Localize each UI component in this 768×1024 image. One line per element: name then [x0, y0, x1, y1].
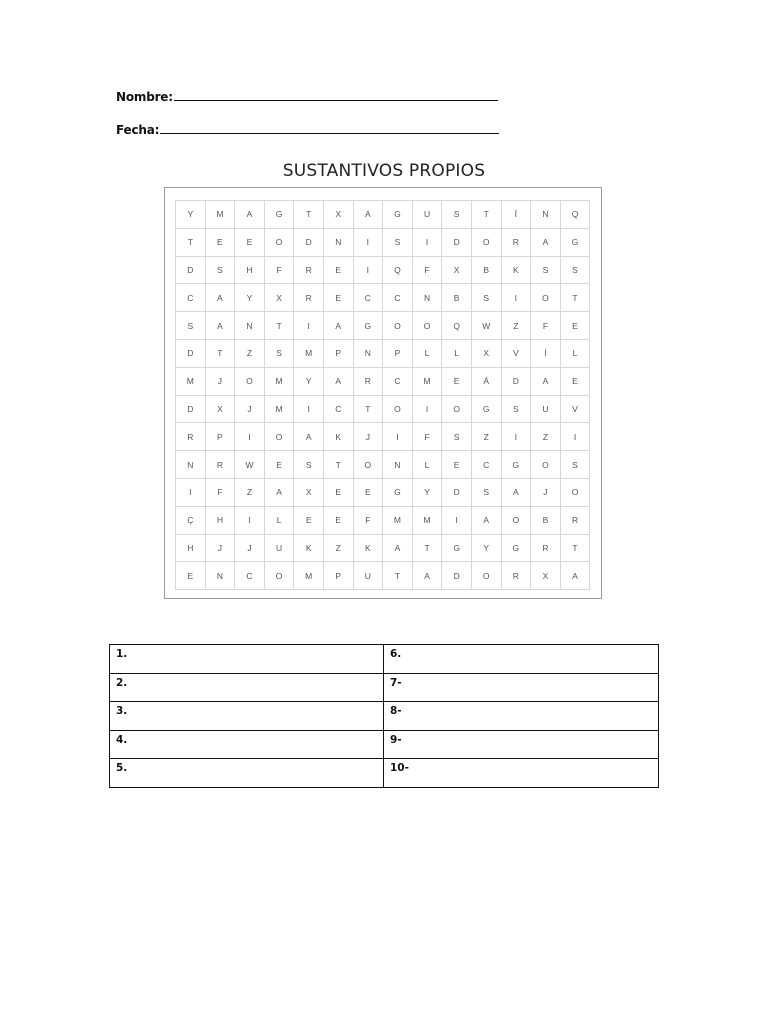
wordsearch-cell[interactable]: S [472, 479, 502, 507]
wordsearch-cell[interactable]: A [294, 423, 324, 451]
wordsearch-cell[interactable]: V [561, 396, 591, 424]
wordsearch-cell[interactable]: L [561, 340, 591, 368]
wordsearch-cell[interactable]: R [294, 284, 324, 312]
wordsearch-cell[interactable]: N [383, 451, 413, 479]
wordsearch-cell[interactable]: D [176, 396, 206, 424]
wordsearch-cell[interactable]: O [265, 229, 295, 257]
wordsearch-cell[interactable]: X [472, 340, 502, 368]
date-blank[interactable] [160, 122, 499, 134]
wordsearch-cell[interactable]: N [206, 562, 236, 590]
wordsearch-cell[interactable]: E [294, 507, 324, 535]
wordsearch-cell[interactable]: E [354, 479, 384, 507]
wordsearch-cell[interactable]: L [265, 507, 295, 535]
wordsearch-cell[interactable]: T [324, 451, 354, 479]
answer-row [110, 759, 659, 788]
wordsearch-cell[interactable]: Q [561, 201, 591, 229]
wordsearch-cell[interactable]: X [324, 201, 354, 229]
wordsearch-cell[interactable]: A [206, 284, 236, 312]
answer-row [110, 673, 659, 702]
wordsearch-cell[interactable]: D [294, 229, 324, 257]
wordsearch-cell[interactable]: H [235, 257, 265, 285]
wordsearch-cell[interactable]: Í [502, 201, 532, 229]
wordsearch-cell[interactable]: I [354, 257, 384, 285]
wordsearch-cell[interactable]: N [354, 340, 384, 368]
wordsearch-cell[interactable]: K [502, 257, 532, 285]
wordsearch-cell[interactable]: I [354, 229, 384, 257]
wordsearch-cell[interactable]: S [206, 257, 236, 285]
wordsearch-cell[interactable]: C [235, 562, 265, 590]
wordsearch-cell[interactable]: T [561, 284, 591, 312]
wordsearch-cell[interactable]: A [206, 312, 236, 340]
wordsearch-cell[interactable]: L [413, 340, 443, 368]
wordsearch-cell[interactable]: E [561, 312, 591, 340]
wordsearch-cell[interactable]: O [531, 451, 561, 479]
wordsearch-cell[interactable]: S [442, 423, 472, 451]
answers-table [109, 644, 659, 788]
wordsearch-cell[interactable]: D [442, 229, 472, 257]
wordsearch-cell[interactable]: Í [531, 340, 561, 368]
wordsearch-cell[interactable]: J [235, 396, 265, 424]
wordsearch-cell[interactable]: U [413, 201, 443, 229]
wordsearch-cell[interactable]: O [265, 562, 295, 590]
wordsearch-cell[interactable]: Z [502, 312, 532, 340]
wordsearch-cell[interactable]: M [176, 368, 206, 396]
wordsearch-cell[interactable]: N [413, 284, 443, 312]
wordsearch-cell[interactable]: B [442, 284, 472, 312]
wordsearch-cell[interactable]: M [413, 507, 443, 535]
wordsearch-cell[interactable]: C [324, 396, 354, 424]
wordsearch-cell[interactable]: Q [383, 257, 413, 285]
wordsearch-cell[interactable]: I [294, 396, 324, 424]
wordsearch-cell[interactable]: A [502, 479, 532, 507]
wordsearch-cell[interactable]: S [561, 257, 591, 285]
wordsearch-cell[interactable]: C [472, 451, 502, 479]
wordsearch-cell[interactable]: A [235, 201, 265, 229]
wordsearch-cell[interactable]: A [383, 535, 413, 563]
wordsearch-cell[interactable]: T [354, 396, 384, 424]
wordsearch-cell[interactable]: S [383, 229, 413, 257]
wordsearch-cell[interactable]: F [531, 312, 561, 340]
answer-cell[interactable]: 9- [384, 730, 659, 759]
wordsearch-cell[interactable]: A [413, 562, 443, 590]
wordsearch-cell[interactable]: S [265, 340, 295, 368]
wordsearch-cell[interactable]: R [531, 535, 561, 563]
wordsearch-cell[interactable]: K [324, 423, 354, 451]
wordsearch-cell[interactable]: T [472, 201, 502, 229]
wordsearch-cell[interactable]: B [531, 507, 561, 535]
wordsearch-cell[interactable]: J [206, 535, 236, 563]
wordsearch-cell[interactable]: W [235, 451, 265, 479]
answer-cell[interactable]: 6. [384, 645, 659, 674]
answer-cell[interactable]: 10- [384, 759, 659, 788]
wordsearch-cell[interactable]: A [561, 562, 591, 590]
wordsearch-cell[interactable]: T [294, 201, 324, 229]
wordsearch-cell[interactable]: O [235, 368, 265, 396]
wordsearch-cell[interactable]: I [383, 423, 413, 451]
wordsearch-cell[interactable]: E [561, 368, 591, 396]
wordsearch-cell[interactable]: T [413, 535, 443, 563]
wordsearch-cell[interactable]: I [502, 423, 532, 451]
wordsearch-cell[interactable]: T [176, 229, 206, 257]
wordsearch-cell[interactable]: J [531, 479, 561, 507]
wordsearch-cell[interactable]: E [324, 507, 354, 535]
wordsearch-cell[interactable]: M [294, 562, 324, 590]
wordsearch-cell[interactable]: A [354, 201, 384, 229]
wordsearch-cell[interactable]: M [413, 368, 443, 396]
wordsearch-cell[interactable]: G [502, 535, 532, 563]
wordsearch-cell[interactable]: D [442, 479, 472, 507]
wordsearch-cell[interactable]: G [502, 451, 532, 479]
wordsearch-cell[interactable]: N [531, 201, 561, 229]
wordsearch-cell[interactable]: O [502, 507, 532, 535]
wordsearch-cell[interactable]: C [383, 284, 413, 312]
wordsearch-cell[interactable]: Z [324, 535, 354, 563]
wordsearch-cell[interactable]: L [413, 451, 443, 479]
wordsearch-cell[interactable]: N [324, 229, 354, 257]
name-line [116, 89, 498, 104]
wordsearch-cell[interactable]: A [472, 507, 502, 535]
wordsearch-cell[interactable]: T [206, 340, 236, 368]
wordsearch-cell[interactable]: M [294, 340, 324, 368]
wordsearch-cell[interactable]: I [442, 507, 472, 535]
wordsearch-cell[interactable]: I [413, 396, 443, 424]
wordsearch-cell[interactable]: I [561, 423, 591, 451]
wordsearch-cell[interactable]: E [265, 451, 295, 479]
wordsearch-cell[interactable]: V [502, 340, 532, 368]
wordsearch-cell[interactable]: Y [413, 479, 443, 507]
answer-row [110, 702, 659, 731]
wordsearch-cell[interactable]: E [206, 229, 236, 257]
wordsearch-cell[interactable]: L [442, 340, 472, 368]
wordsearch-cell[interactable]: Z [531, 423, 561, 451]
wordsearch-cell[interactable]: G [442, 535, 472, 563]
answer-cell[interactable]: 5. [110, 759, 384, 788]
wordsearch-cell[interactable]: F [206, 479, 236, 507]
wordsearch-cell[interactable]: K [294, 535, 324, 563]
wordsearch-cell[interactable]: S [502, 396, 532, 424]
wordsearch-cell[interactable]: X [531, 562, 561, 590]
wordsearch-cell[interactable]: I [176, 479, 206, 507]
wordsearch-cell[interactable]: F [413, 423, 443, 451]
answer-cell[interactable]: 2. [110, 673, 384, 702]
wordsearch-cell[interactable]: T [561, 535, 591, 563]
wordsearch-cell[interactable]: Y [472, 535, 502, 563]
wordsearch-cell[interactable]: R [502, 562, 532, 590]
name-blank[interactable] [174, 89, 498, 101]
wordsearch-cell[interactable]: Q [442, 312, 472, 340]
wordsearch-cell[interactable]: A [531, 229, 561, 257]
wordsearch-cell[interactable]: S [294, 451, 324, 479]
wordsearch-cell[interactable]: G [354, 312, 384, 340]
wordsearch-cell[interactable]: O [472, 562, 502, 590]
wordsearch-cell[interactable]: Y [176, 201, 206, 229]
wordsearch-cell[interactable]: P [206, 423, 236, 451]
wordsearch-cell[interactable]: B [472, 257, 502, 285]
wordsearch-cell[interactable]: E [442, 451, 472, 479]
wordsearch-cell[interactable]: A [324, 312, 354, 340]
wordsearch-cell[interactable]: E [324, 284, 354, 312]
wordsearch-cell[interactable]: R [561, 507, 591, 535]
wordsearch-cell[interactable]: M [206, 201, 236, 229]
wordsearch-cell[interactable]: S [561, 451, 591, 479]
wordsearch-cell[interactable]: O [531, 284, 561, 312]
answer-cell[interactable]: 1. [110, 645, 384, 674]
wordsearch-cell[interactable]: O [442, 396, 472, 424]
wordsearch-cell[interactable]: T [265, 312, 295, 340]
wordsearch-cell[interactable]: F [354, 507, 384, 535]
wordsearch-cell[interactable]: F [413, 257, 443, 285]
wordsearch-cell[interactable]: D [176, 340, 206, 368]
wordsearch-cell[interactable]: G [383, 201, 413, 229]
wordsearch-cell[interactable]: R [176, 423, 206, 451]
wordsearch-cell[interactable]: G [472, 396, 502, 424]
wordsearch-cell[interactable]: E [324, 257, 354, 285]
wordsearch-cell[interactable]: Z [235, 340, 265, 368]
wordsearch-cell[interactable]: X [206, 396, 236, 424]
wordsearch-cell[interactable]: H [206, 507, 236, 535]
wordsearch-cell[interactable]: A [265, 479, 295, 507]
wordsearch-cell[interactable]: Z [472, 423, 502, 451]
wordsearch-cell[interactable]: C [354, 284, 384, 312]
wordsearch-cell[interactable]: P [324, 340, 354, 368]
wordsearch-cell[interactable]: F [265, 257, 295, 285]
wordsearch-cell[interactable]: C [176, 284, 206, 312]
date-label: Fecha: [116, 123, 160, 137]
wordsearch-cell[interactable]: I [413, 229, 443, 257]
wordsearch-cell[interactable]: I [502, 284, 532, 312]
wordsearch-cell[interactable]: D [176, 257, 206, 285]
wordsearch-cell[interactable]: U [354, 562, 384, 590]
wordsearch-cell[interactable]: R [354, 368, 384, 396]
answer-cell[interactable]: 7- [384, 673, 659, 702]
wordsearch-cell[interactable]: X [294, 479, 324, 507]
wordsearch-cell[interactable]: N [176, 451, 206, 479]
wordsearch-cell[interactable]: I [235, 423, 265, 451]
wordsearch-cell[interactable]: D [502, 368, 532, 396]
wordsearch-cell[interactable]: U [265, 535, 295, 563]
wordsearch-cell[interactable]: D [442, 562, 472, 590]
wordsearch-cell[interactable]: I [235, 507, 265, 535]
wordsearch-cell[interactable]: M [265, 368, 295, 396]
wordsearch-cell[interactable]: O [413, 312, 443, 340]
wordsearch-cell[interactable]: R [502, 229, 532, 257]
wordsearch-cell[interactable]: S [472, 284, 502, 312]
wordsearch-grid [175, 200, 590, 590]
wordsearch-cell[interactable]: O [354, 451, 384, 479]
wordsearch-cell[interactable]: N [235, 312, 265, 340]
wordsearch-cell[interactable]: W [472, 312, 502, 340]
answer-row [110, 730, 659, 759]
wordsearch-cell[interactable]: Y [235, 284, 265, 312]
wordsearch-cell[interactable]: P [324, 562, 354, 590]
wordsearch-cell[interactable]: S [442, 201, 472, 229]
wordsearch-title: SUSTANTIVOS PROPIOS [282, 161, 486, 181]
wordsearch-cell[interactable]: S [531, 257, 561, 285]
answer-cell[interactable]: 3. [110, 702, 384, 731]
wordsearch-cell[interactable]: R [294, 257, 324, 285]
wordsearch-cell[interactable]: O [561, 479, 591, 507]
answer-cell[interactable]: 8- [384, 702, 659, 731]
wordsearch-cell[interactable]: H [176, 535, 206, 563]
wordsearch-cell[interactable]: E [324, 479, 354, 507]
wordsearch-cell[interactable]: M [265, 396, 295, 424]
wordsearch-cell[interactable]: Á [472, 368, 502, 396]
wordsearch-cell[interactable]: P [383, 340, 413, 368]
wordsearch-cell[interactable]: G [561, 229, 591, 257]
wordsearch-cell[interactable]: O [265, 423, 295, 451]
wordsearch-cell[interactable]: J [206, 368, 236, 396]
answer-cell[interactable]: 4. [110, 730, 384, 759]
wordsearch-cell[interactable]: I [294, 312, 324, 340]
answer-row [110, 645, 659, 674]
wordsearch-cell[interactable]: O [472, 229, 502, 257]
wordsearch-cell[interactable]: Z [235, 479, 265, 507]
wordsearch-cell[interactable]: J [235, 535, 265, 563]
wordsearch-cell[interactable]: M [383, 507, 413, 535]
wordsearch-cell[interactable]: G [383, 479, 413, 507]
wordsearch-cell[interactable]: X [442, 257, 472, 285]
name-label: Nombre: [116, 90, 173, 104]
wordsearch-cell[interactable]: R [206, 451, 236, 479]
wordsearch-cell[interactable]: A [531, 368, 561, 396]
wordsearch-cell[interactable]: C [383, 368, 413, 396]
wordsearch-cell[interactable]: A [324, 368, 354, 396]
wordsearch-cell[interactable]: Ç [176, 507, 206, 535]
wordsearch-cell[interactable]: E [442, 368, 472, 396]
wordsearch-cell[interactable]: E [176, 562, 206, 590]
wordsearch-cell[interactable]: S [176, 312, 206, 340]
wordsearch-cell[interactable]: G [265, 201, 295, 229]
wordsearch-cell[interactable]: O [383, 396, 413, 424]
wordsearch-cell[interactable]: T [383, 562, 413, 590]
wordsearch-cell[interactable]: O [383, 312, 413, 340]
wordsearch-cell[interactable]: X [265, 284, 295, 312]
wordsearch-cell[interactable]: J [354, 423, 384, 451]
date-line [116, 122, 499, 137]
wordsearch-cell[interactable]: U [531, 396, 561, 424]
wordsearch-cell[interactable]: K [354, 535, 384, 563]
wordsearch-cell[interactable]: Y [294, 368, 324, 396]
wordsearch-cell[interactable]: E [235, 229, 265, 257]
